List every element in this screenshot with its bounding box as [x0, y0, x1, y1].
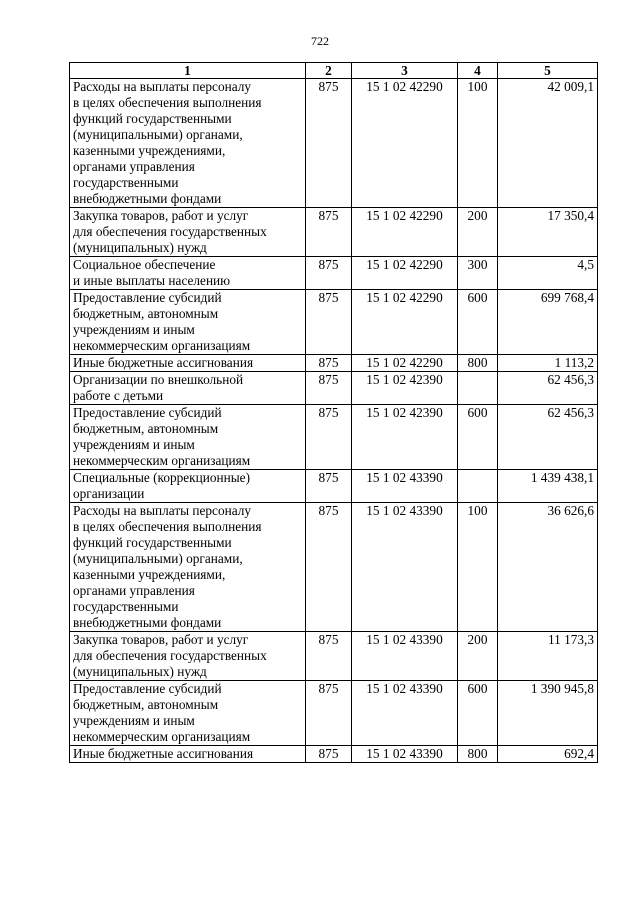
header-col-5: 5 [498, 63, 598, 79]
expense-name-cell: Расходы на выплаты персоналу в целях обеспечения выполнения функций государственными (муниципальными) органами, казенными учреждениями, органами управления государственными внебюджетными фондами [70, 503, 306, 632]
expense-type-cell: 300 [458, 257, 498, 290]
expense-name-cell: Предоставление субсидий бюджетным, автономным учреждениям и иным некоммерческим организациям [70, 681, 306, 746]
table-body [70, 79, 598, 763]
target-code-cell: 15 1 02 43390 [352, 681, 458, 746]
table-row [70, 503, 598, 632]
table-row [70, 355, 598, 372]
header-col-2: 2 [306, 63, 352, 79]
table-row [70, 470, 598, 503]
header-col-1: 1 [70, 63, 306, 79]
admin-code-cell: 875 [306, 746, 352, 763]
target-code-cell: 15 1 02 43390 [352, 503, 458, 632]
expense-name-cell: Предоставление субсидий бюджетным, автономным учреждениям и иным некоммерческим организациям [70, 405, 306, 470]
table-row [70, 746, 598, 763]
table-row [70, 257, 598, 290]
expense-type-cell: 800 [458, 355, 498, 372]
expense-name-cell: Организации по внешкольной работе с детьми [70, 372, 306, 405]
amount-cell: 1 113,2 [498, 355, 598, 372]
header-row [70, 63, 598, 79]
amount-cell: 62 456,3 [498, 405, 598, 470]
amount-cell: 62 456,3 [498, 372, 598, 405]
amount-cell: 699 768,4 [498, 290, 598, 355]
expense-name-cell: Закупка товаров, работ и услуг для обеспечения государственных (муниципальных) нужд [70, 208, 306, 257]
target-code-cell: 15 1 02 42290 [352, 290, 458, 355]
admin-code-cell: 875 [306, 208, 352, 257]
expense-name-cell: Социальное обеспечение и иные выплаты населению [70, 257, 306, 290]
admin-code-cell: 875 [306, 681, 352, 746]
amount-cell: 1 390 945,8 [498, 681, 598, 746]
target-code-cell: 15 1 02 42290 [352, 355, 458, 372]
expense-type-cell: 100 [458, 503, 498, 632]
header-col-3: 3 [352, 63, 458, 79]
amount-cell: 692,4 [498, 746, 598, 763]
admin-code-cell: 875 [306, 257, 352, 290]
table-row [70, 632, 598, 681]
expense-name-cell: Расходы на выплаты персоналу в целях обеспечения выполнения функций государственными (муниципальными) органами, казенными учреждениями, органами управления государственными внебюджетными фондами [70, 79, 306, 208]
table-row [70, 79, 598, 208]
table-row [70, 208, 598, 257]
expense-type-cell: 200 [458, 632, 498, 681]
table-header [70, 63, 598, 79]
expense-type-cell: 600 [458, 405, 498, 470]
admin-code-cell: 875 [306, 470, 352, 503]
expense-type-cell: 800 [458, 746, 498, 763]
amount-cell: 1 439 438,1 [498, 470, 598, 503]
target-code-cell: 15 1 02 43390 [352, 470, 458, 503]
expense-type-cell: 200 [458, 208, 498, 257]
admin-code-cell: 875 [306, 405, 352, 470]
target-code-cell: 15 1 02 43390 [352, 746, 458, 763]
target-code-cell: 15 1 02 42290 [352, 79, 458, 208]
admin-code-cell: 875 [306, 355, 352, 372]
expense-name-cell: Закупка товаров, работ и услуг для обеспечения государственных (муниципальных) нужд [70, 632, 306, 681]
expense-type-cell: 600 [458, 290, 498, 355]
amount-cell: 17 350,4 [498, 208, 598, 257]
admin-code-cell: 875 [306, 503, 352, 632]
expense-type-cell [458, 372, 498, 405]
expense-name-cell: Иные бюджетные ассигнования [70, 746, 306, 763]
target-code-cell: 15 1 02 43390 [352, 632, 458, 681]
expense-name-cell: Иные бюджетные ассигнования [70, 355, 306, 372]
admin-code-cell: 875 [306, 290, 352, 355]
target-code-cell: 15 1 02 42390 [352, 372, 458, 405]
table-row [70, 372, 598, 405]
amount-cell: 42 009,1 [498, 79, 598, 208]
table-row [70, 405, 598, 470]
admin-code-cell: 875 [306, 79, 352, 208]
admin-code-cell: 875 [306, 372, 352, 405]
amount-cell: 4,5 [498, 257, 598, 290]
target-code-cell: 15 1 02 42290 [352, 257, 458, 290]
expense-type-cell: 600 [458, 681, 498, 746]
expense-type-cell: 100 [458, 79, 498, 208]
header-col-4: 4 [458, 63, 498, 79]
expense-type-cell [458, 470, 498, 503]
expense-name-cell: Предоставление субсидий бюджетным, автономным учреждениям и иным некоммерческим организациям [70, 290, 306, 355]
amount-cell: 36 626,6 [498, 503, 598, 632]
target-code-cell: 15 1 02 42290 [352, 208, 458, 257]
budget-table [69, 62, 598, 763]
table-row [70, 681, 598, 746]
target-code-cell: 15 1 02 42390 [352, 405, 458, 470]
table-row [70, 290, 598, 355]
page-number: 722 [311, 34, 329, 48]
expense-name-cell: Специальные (коррекционные) организации [70, 470, 306, 503]
admin-code-cell: 875 [306, 632, 352, 681]
amount-cell: 11 173,3 [498, 632, 598, 681]
